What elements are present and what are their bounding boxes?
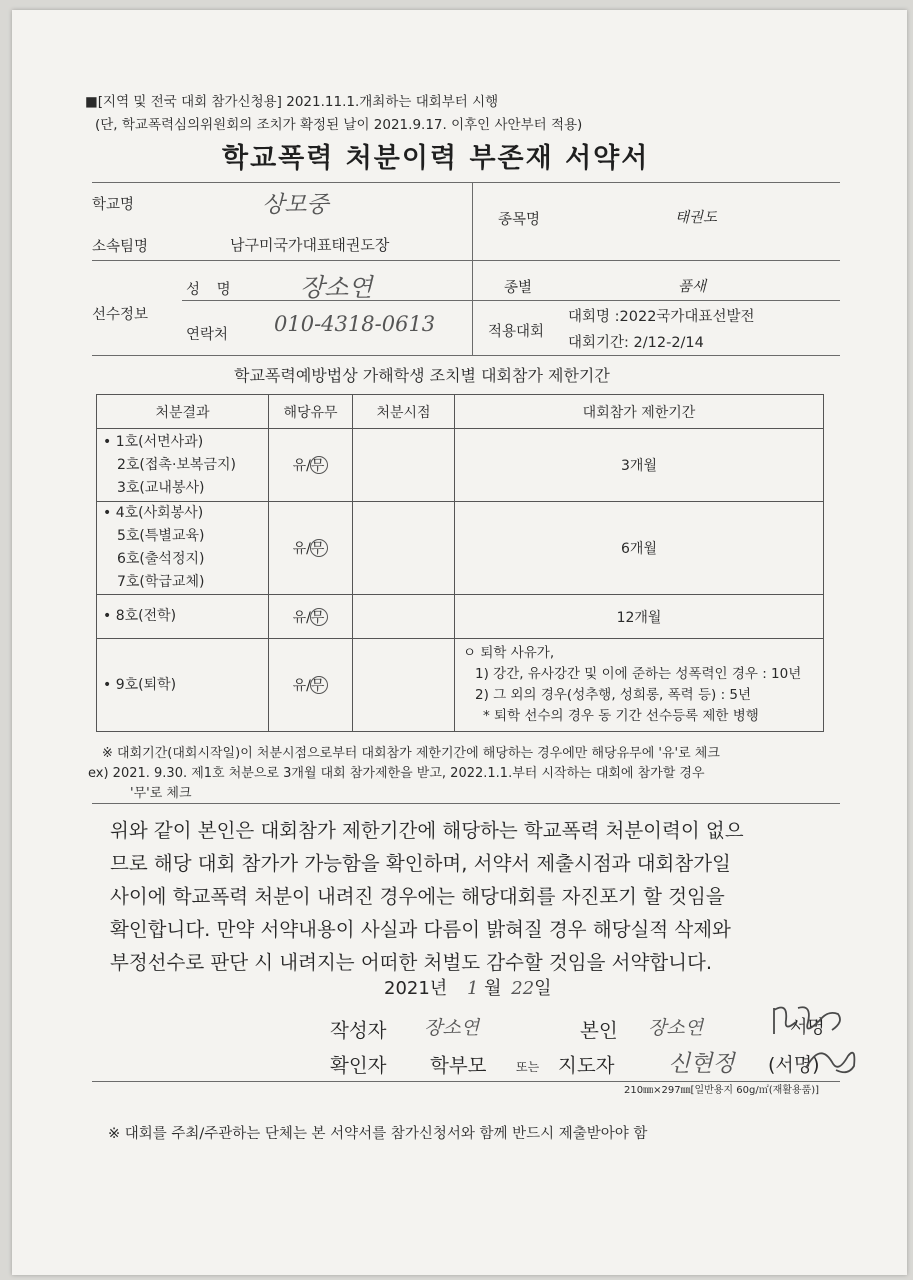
date-month: 1: [466, 978, 479, 999]
info-mid-rule: [92, 260, 840, 261]
self-value: 장소연: [648, 1017, 704, 1039]
item-2: 2호(접촉·보복금지): [117, 456, 236, 473]
item-6: 6호(출석정지): [117, 551, 205, 567]
footnote-line-2: ex) 2021. 9.30. 제1호 처분으로 3개월 대회 참가제한을 받고, 2022.1.1.부터 시작하는 대회에 참가할 경우: [88, 766, 705, 781]
sanction-items: [97, 595, 269, 639]
footnote-line-3: '무'로 체크: [130, 786, 192, 801]
coach-value: 신현정: [668, 1051, 735, 1077]
confirmer-label: 확인자: [330, 1054, 387, 1077]
item-4: • 4호(사회봉사): [103, 505, 204, 521]
team-label: 소속팀명: [92, 239, 149, 255]
notice-line-2: (단, 학교폭력심의위원회의 조치가 확정된 날이 2021.9.17. 이후인 사안부터 적용): [95, 117, 583, 133]
competition-name: 대회명 :2022국가대표선발전: [568, 309, 755, 325]
applicable-choice[interactable]: 유/무: [269, 595, 353, 639]
choice-circle-mark: [310, 608, 328, 626]
coach-signature-scribble: [802, 1040, 862, 1080]
sanction-items: [97, 639, 269, 732]
name-value: 장소연: [300, 273, 373, 302]
name-label: 성 명: [186, 282, 237, 298]
header-result: 처분결과: [97, 395, 269, 429]
info-top-rule: [92, 182, 840, 183]
expel-line-4: * 퇴학 선수의 경우 동 기간 선수등록 제한 병행: [483, 708, 759, 724]
competition-period: 대회기간: 2/12-2/14: [568, 335, 704, 351]
applicable-choice[interactable]: 유/무: [269, 639, 353, 732]
date-day: 22: [511, 978, 535, 999]
school-value: 상모중: [262, 192, 329, 218]
form-paper: [12, 10, 907, 1275]
document-title: 학교폭력 처분이력 부존재 서약서: [222, 143, 650, 174]
timing-cell[interactable]: [353, 639, 455, 732]
item-8: • 8호(전학): [103, 608, 177, 624]
applicable-choice[interactable]: 유/무: [269, 429, 353, 502]
timing-cell[interactable]: [353, 429, 455, 502]
pledge-line-3: 사이에 학교폭력 처분이 내려진 경우에는 해당대회를 자진포기 할 것임을: [110, 885, 725, 908]
restriction-period: 12개월: [455, 595, 824, 639]
table-row: [97, 429, 824, 502]
info-bottom-rule: [92, 355, 840, 356]
parent-label: 학부모: [430, 1054, 487, 1077]
date-year: 2021: [384, 978, 430, 999]
or-label: 또는: [516, 1060, 540, 1074]
timing-cell[interactable]: [353, 595, 455, 639]
item-5: 5호(특별교육): [117, 528, 205, 544]
footnote-line-1: ※ 대회기간(대회시작일)이 처분시점으로부터 대회참가 제한기간에 해당하는 경우에만 해당유무에 '유'로 체크: [102, 746, 720, 761]
event-label: 종목명: [498, 212, 541, 228]
notice-line-1: ■[지역 및 전국 대회 참가신청용] 2021.11.1.개최하는 대회부터 시행: [85, 94, 499, 110]
choice-circle-mark: [310, 456, 328, 474]
self-sign-label: 서명: [790, 1017, 825, 1038]
date-year-unit: 년: [429, 978, 448, 999]
category-value: 품새: [678, 279, 707, 295]
date-month-unit: 월: [484, 978, 502, 999]
table-row: [97, 502, 824, 595]
team-value: 남구미국가대표태권도장: [230, 236, 390, 254]
writer-label: 작성자: [330, 1019, 387, 1042]
table-row: [97, 639, 824, 732]
player-info-label: 선수정보: [92, 307, 149, 323]
sanction-table: [96, 394, 824, 732]
restriction-period-detail: [455, 639, 824, 732]
table-header-row: [97, 395, 824, 429]
item-9: • 9호(퇴학): [103, 676, 177, 693]
header-timing: 처분시점: [353, 395, 455, 429]
header-restriction: 대회참가 제한기간: [455, 395, 824, 429]
item-3: 3호(교내봉사): [117, 479, 205, 496]
bottom-notice: ※ 대회를 주최/주관하는 단체는 본 서약서를 참가신청서와 함께 반드시 제출받아야 함: [108, 1126, 648, 1142]
self-label: 본인: [580, 1019, 618, 1042]
coach-sign-label: (서명): [768, 1054, 820, 1076]
sanction-items: [97, 429, 269, 502]
table-row: [97, 595, 824, 639]
item-1: • 1호(서면사과): [103, 433, 204, 450]
pledge-line-2: 므로 해당 대회 참가가 가능함을 확인하며, 서약서 제출시점과 대회참가일: [110, 852, 731, 875]
info-divider: [472, 182, 473, 355]
choice-circle-mark: [310, 676, 328, 694]
expel-line-2: 1) 강간, 유사강간 및 이에 준하는 성폭력인 경우 : 10년: [475, 666, 802, 682]
choice-circle-mark: [310, 539, 328, 557]
date-day-unit: 일: [534, 978, 552, 999]
competition-label: 적용대회: [488, 324, 545, 340]
category-label: 종별: [504, 280, 533, 296]
pledge-line-1: 위와 같이 본인은 대회참가 제한기간에 해당하는 학교폭력 처분이력이 없으: [110, 819, 744, 842]
expel-line-3: 2) 그 외의 경우(성추행, 성희롱, 폭력 등) : 5년: [475, 687, 752, 703]
event-value: 태권도: [675, 210, 718, 226]
sanction-items: [97, 502, 269, 595]
pledge-line-4: 확인합니다. 만약 서약내용이 사실과 다름이 밝혀질 경우 해당실적 삭제와: [110, 918, 731, 941]
expel-line-1: ㅇ 퇴학 사유가,: [463, 645, 555, 661]
section-title: 학교폭력예방법상 가해학생 조치별 대회참가 제한기간: [234, 366, 610, 385]
applicable-choice[interactable]: 유/무: [269, 502, 353, 595]
timing-cell[interactable]: [353, 502, 455, 595]
restriction-period: 6개월: [455, 502, 824, 595]
restriction-period: 3개월: [455, 429, 824, 502]
contact-value: 010-4318-0613: [274, 312, 436, 336]
footnote-rule: [92, 803, 840, 804]
writer-value: 장소연: [424, 1017, 480, 1039]
header-applicable: 해당유무: [269, 395, 353, 429]
school-label: 학교명: [92, 197, 135, 213]
info-inner-rule: [182, 300, 840, 301]
paper-spec: 210㎜×297㎜[일반용지 60g/㎡(재활용품)]: [624, 1085, 820, 1096]
contact-label: 연락처: [186, 327, 229, 343]
coach-label: 지도자: [558, 1054, 615, 1077]
date-line: [384, 974, 552, 1000]
pledge-line-5: 부정선수로 판단 시 내려지는 어떠한 처벌도 감수할 것임을 서약합니다.: [110, 951, 713, 974]
self-signature-scribble: [768, 1000, 848, 1040]
item-7: 7호(학급교체): [117, 574, 205, 590]
